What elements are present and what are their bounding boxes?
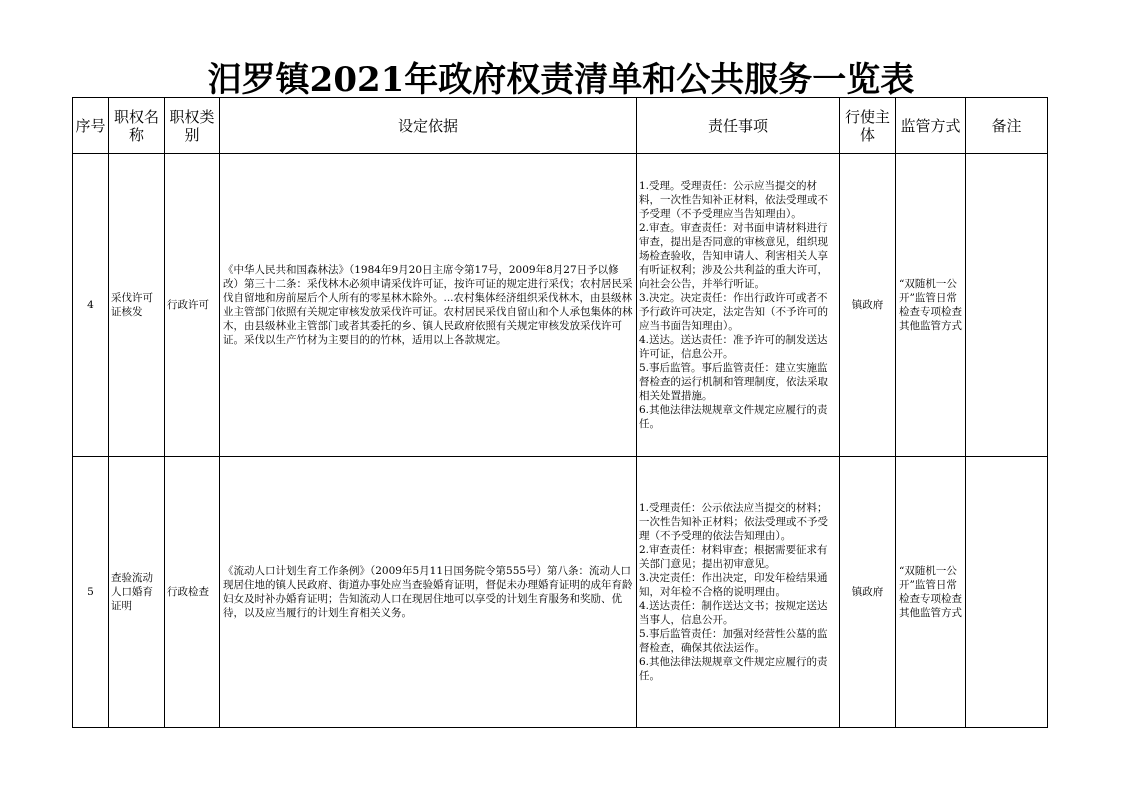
row-supervision: “双随机一公开”监管日常检查专项检查其他监管方式 — [896, 457, 966, 728]
page-title: 汨罗镇2021年政府权责清单和公共服务一览表 — [207, 60, 915, 100]
row-basis: 《流动人口计划生育工作条例》（2009年5月11日国务院令第555号）第八条：流动人口现居住地的镇人民政府、街道办事处应当查验婚育证明，督促未办理婚育证明的成年育龄妇女及时补办婚育证明；告知流动人口在现居住地可以享受的计划生育服务和奖励、优待，以及应当履行的计划生育相关义务。 — [220, 457, 637, 728]
row-no: 4 — [73, 154, 109, 457]
header-remark: 备注 — [966, 98, 1048, 154]
row-responsibility — [637, 457, 840, 728]
responsibility-item: 5.事后监管。事后监管责任：建立实施监督检查的运行机制和管理制度，依法采取相关处置措施。 — [639, 362, 828, 402]
responsibility-item: 6.其他法律法规规章文件规定应履行的责任。 — [639, 656, 828, 682]
responsibility-item: 4.送达。送达责任：准予许可的制发送达许可证，信息公开。 — [639, 334, 828, 360]
table-row — [73, 457, 1048, 728]
row-remark — [966, 457, 1048, 728]
responsibility-item: 1.受理。受理责任：公示应当提交的材料，一次性告知补正材料，依法受理或不予受理（不予受理应当告知理由）。 — [639, 180, 828, 220]
responsibility-item: 2.审查。审查责任：对书面申请材料进行审查，提出是否同意的审核意见，组织现场检查验收，告知申请人、利害相关人享有听证权利；涉及公共利益的重大许可，向社会公告，并举行听证。 — [639, 222, 828, 290]
row-type: 行政检查 — [165, 457, 220, 728]
table-row — [73, 154, 1048, 457]
row-remark — [966, 154, 1048, 457]
header-subject: 行使主体 — [840, 98, 896, 154]
responsibility-item: 1.受理责任：公示依法应当提交的材料；一次性告知补正材料；依法受理或不予受理（不予受理的依法告知理由）。 — [639, 502, 828, 542]
row-supervision: “双随机一公开”监管日常检查专项检查其他监管方式 — [896, 154, 966, 457]
header-supervision: 监管方式 — [896, 98, 966, 154]
row-name: 查验流动人口婚育证明 — [109, 457, 165, 728]
responsibility-item: 4.送达责任：制作送达文书；按规定送达当事人，信息公开。 — [639, 600, 828, 626]
row-name: 采伐许可证核发 — [109, 154, 165, 457]
header-name: 职权名称 — [109, 98, 165, 154]
header-type: 职权类别 — [165, 98, 220, 154]
responsibility-item: 2.审查责任：材料审查；根据需要征求有关部门意见；提出初审意见。 — [639, 544, 828, 570]
header-basis: 设定依据 — [220, 98, 637, 154]
row-type: 行政许可 — [165, 154, 220, 457]
row-subject: 镇政府 — [840, 154, 896, 457]
responsibility-item: 3.决定。决定责任：作出行政许可或者不予行政许可决定，法定告知（不予许可的应当书面告知理由）。 — [639, 292, 828, 332]
row-no: 5 — [73, 457, 109, 728]
table-header-row — [73, 98, 1048, 154]
responsibility-item: 3.决定责任：作出决定，印发年检结果通知，对年检不合格的说明理由。 — [639, 572, 828, 598]
header-responsibility: 责任事项 — [637, 98, 840, 154]
row-subject: 镇政府 — [840, 457, 896, 728]
row-basis: 《中华人民共和国森林法》（1984年9月20日主席令第17号，2009年8月27日予以修改）第三十二条：采伐林木必须申请采伐许可证，按许可证的规定进行采伐；农村居民采伐自留地和房前屋后个人所有的零星林木除外。...农村集体经济组织采伐林木，由县级林业主管部门依照有关规定审核发放采伐许可证。农村居民采伐自留山和个人承包集体的林木，由县级林业主管部门或者其委托的乡、镇人民政府依照有关规定审核发放采伐许可证。采伐以生产竹材为主要目的的竹林，适用以上各款规定。 — [220, 154, 637, 457]
responsibility-item: 6.其他法律法规规章文件规定应履行的责任。 — [639, 404, 828, 430]
responsibility-table — [72, 97, 1048, 728]
header-no: 序号 — [73, 98, 109, 154]
responsibility-item: 5.事后监管责任：加强对经营性公墓的监督检查，确保其依法运作。 — [639, 628, 828, 654]
row-responsibility — [637, 154, 840, 457]
